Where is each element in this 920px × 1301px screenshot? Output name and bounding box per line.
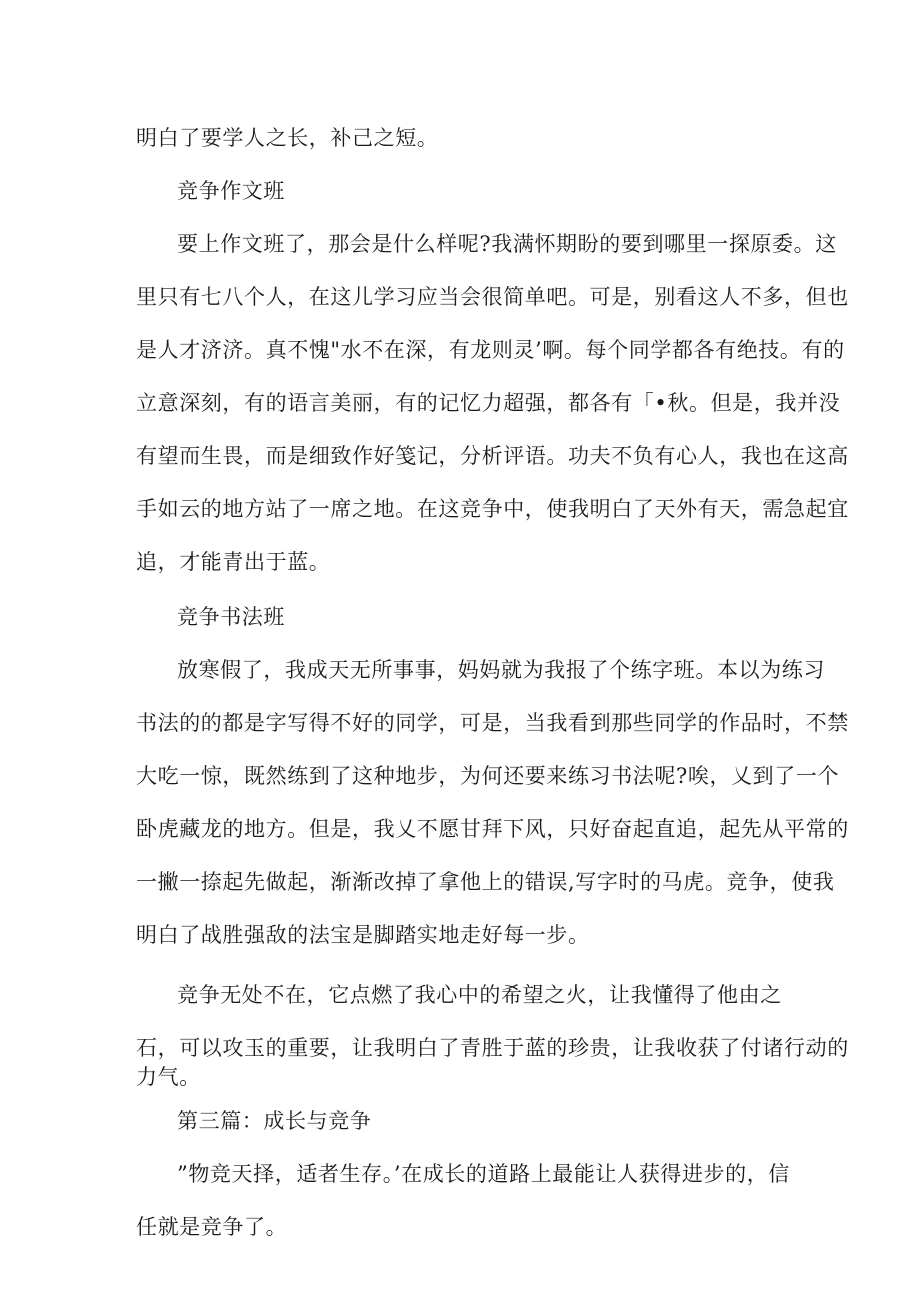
paragraph-line: 有望而生畏，而是细致作好笺记，分析评语。功夫不负有心人，我也在这高 bbox=[136, 444, 849, 468]
section-heading: 竞争书法班 bbox=[177, 605, 285, 629]
paragraph-line: 是人才济济。真不愧"水不在深，有龙则灵’啊。每个同学都各有绝技。有的 bbox=[136, 338, 845, 362]
paragraph-line: 一撇一捺起先做起，渐渐改掉了拿他上的错误,写字时的马虎。竞争，使我 bbox=[136, 870, 835, 894]
paragraph-line: 立意深刻，有的语言美丽，有的记忆力超强，都各有「•秋。但是，我并没 bbox=[136, 391, 841, 415]
paragraph-line: 力气。 bbox=[136, 1065, 201, 1089]
section-heading: 竞争作文班 bbox=[177, 179, 285, 203]
paragraph-line: 卧虎藏龙的地方。但是，我乂不愿甘拜下风，只好奋起直追，起先从平常的 bbox=[136, 817, 849, 841]
paragraph-line: 大吃一惊，既然练到了这种地步，为何还要来练习书法呢?唉，乂到了一个 bbox=[136, 764, 840, 788]
paragraph-line: 里只有七八个人，在这儿学习应当会很简单吧。可是，别看这人不多，但也 bbox=[136, 285, 849, 309]
paragraph-line: 手如云的地方站了一席之地。在这竞争中，使我明白了天外有天，需急起宜 bbox=[136, 497, 849, 521]
paragraph-line: 任就是竞争了。 bbox=[136, 1215, 288, 1239]
paragraph-line: 石，可以攻玉的重要，让我明白了青胜于蓝的珍贵，让我收获了付诸行动的 bbox=[136, 1036, 849, 1060]
paragraph-line: 明白了要学人之长，补己之短。 bbox=[136, 126, 439, 150]
paragraph-line: 竞争无处不在，它点燃了我心中的希望之火，让我懂得了他由之 bbox=[177, 983, 782, 1007]
paragraph-line: 明白了战胜强敌的法宝是脚踏实地走好每一步。 bbox=[136, 923, 590, 947]
paragraph-line: 放寒假了，我成天无所事事，妈妈就为我报了个练字班。本以为练习 bbox=[177, 658, 825, 682]
paragraph-line: 要上作文班了，那会是什么样呢?我满怀期盼的要到哪里一探原委。这 bbox=[177, 232, 837, 256]
paragraph-line: ”物竞天择，适者生存。’在成长的道路上最能让人获得进步的，信 bbox=[177, 1162, 790, 1186]
paragraph-line: 书法的的都是字写得不好的同学，可是，当我看到那些同学的作品时，不禁 bbox=[136, 711, 849, 735]
section-heading: 第三篇：成长与竞争 bbox=[177, 1109, 372, 1133]
paragraph-line: 追，才能青出于蓝。 bbox=[136, 550, 331, 574]
